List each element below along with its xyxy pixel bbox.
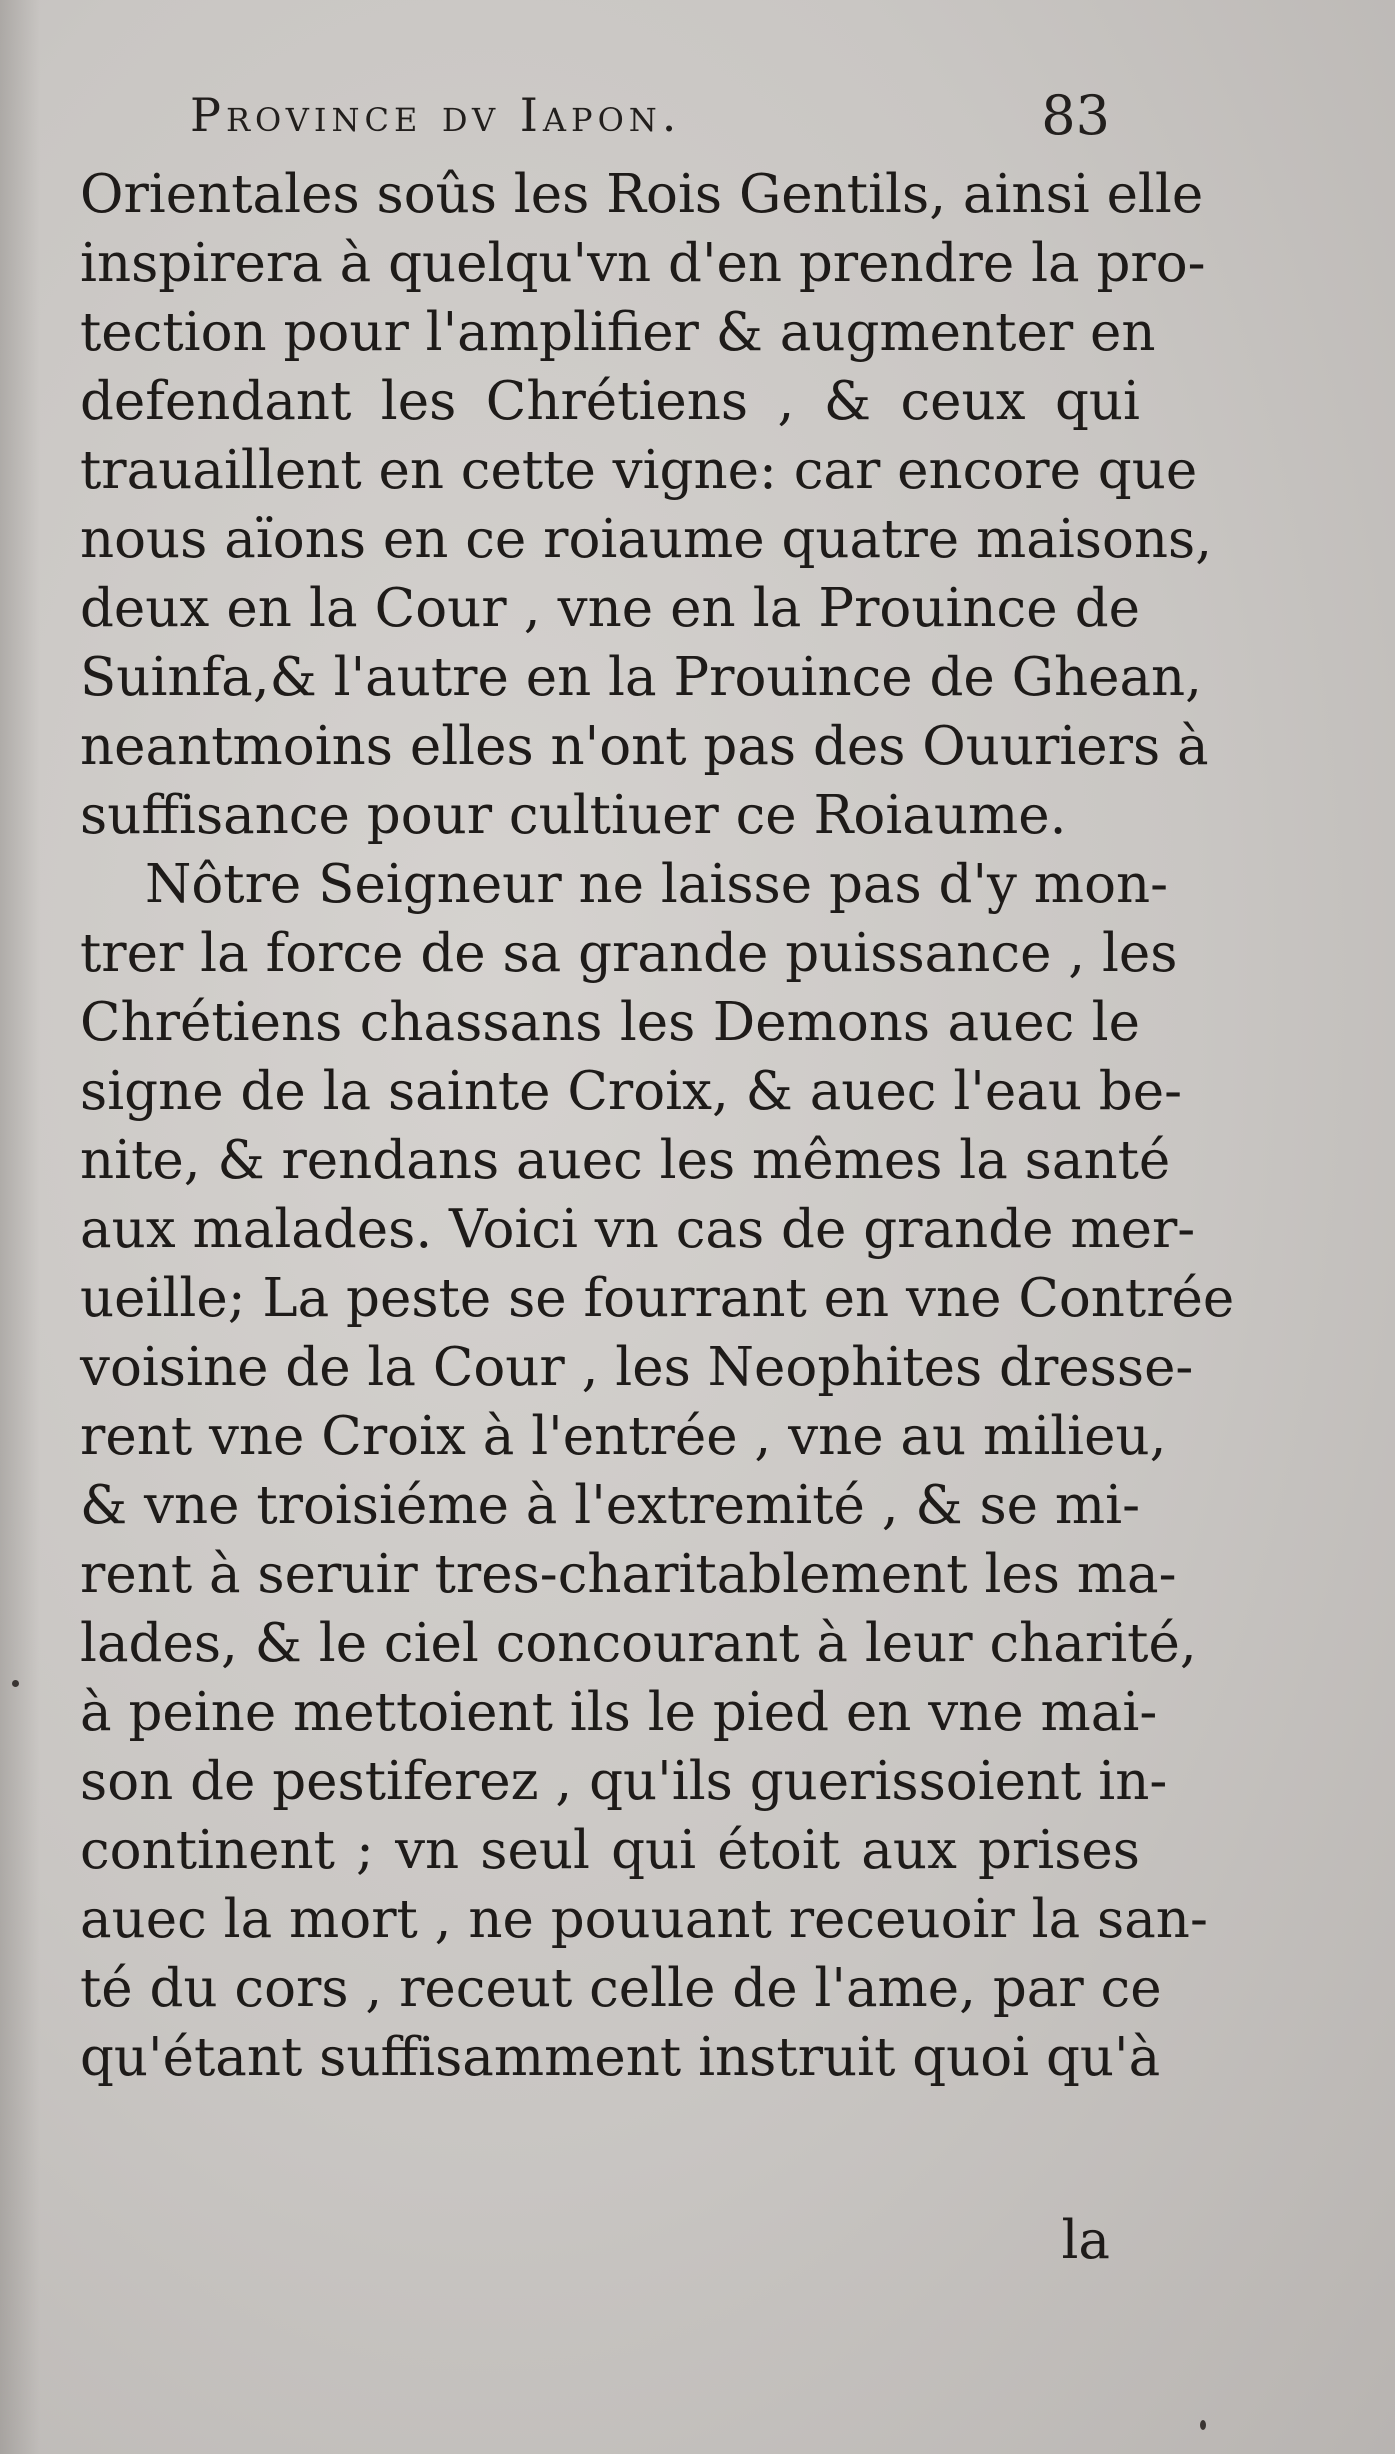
text-line: aux malades. Voici vn cas de grande mer- <box>80 1199 1196 1260</box>
text-line: tection pour l'amplifier & augmenter en <box>80 302 1156 363</box>
page-number: 83 <box>1041 84 1110 147</box>
text-line: trauaillent en cette vigne: car encore que <box>80 440 1198 501</box>
text-line: continent ; vn seul qui étoit aux prises <box>80 1820 1140 1881</box>
running-head <box>190 80 1150 160</box>
text-line: inspirera à quelqu'vn d'en prendre la pro- <box>80 233 1206 294</box>
text-line: suffisance pour cultiuer ce Roiaume. <box>80 785 1067 846</box>
text-line: lades, & le ciel concourant à leur charité, <box>80 1613 1197 1674</box>
text-line: nous aïons en ce roiaume quatre maisons, <box>80 509 1213 570</box>
text-line: Orientales soûs les Rois Gentils, ainsi elle <box>80 164 1204 225</box>
paper-speck <box>1200 2420 1206 2430</box>
spine-shadow <box>0 0 40 2454</box>
text-line: té du cors , receut celle de l'ame, par ce <box>80 1958 1162 2019</box>
paper-speck <box>12 1680 19 1687</box>
running-title: Province dv Iapon. <box>190 88 682 142</box>
text-line: deux en la Cour , vne en la Prouince de <box>80 578 1140 639</box>
text-line: defendant les Chrétiens , & ceux qui <box>80 371 1140 432</box>
text-line: & vne troisiéme à l'extremité , & se mi- <box>80 1475 1140 1536</box>
text-line: nite, & rendans auec les mêmes la santé <box>80 1130 1171 1191</box>
text-line: signe de la sainte Croix, & auec l'eau be- <box>80 1061 1183 1122</box>
text-line: trer la force de sa grande puissance , les <box>80 923 1178 984</box>
text-line: à peine mettoient ils le pied en vne mai- <box>80 1682 1158 1743</box>
text-line: voisine de la Cour , les Neophites dresse- <box>80 1337 1194 1398</box>
text-line: son de pestiferez , qu'ils guerissoient in- <box>80 1751 1168 1812</box>
text-line: Chrétiens chassans les Demons auec le <box>80 992 1140 1053</box>
text-line: auec la mort , ne pouuant receuoir la san- <box>80 1889 1208 1950</box>
text-line: ueille; La peste se fourrant en vne Contrée <box>80 1268 1235 1329</box>
text-line: Suinfa,& l'autre en la Prouince de Ghean, <box>80 647 1203 708</box>
text-line: neantmoins elles n'ont pas des Ouuriers à <box>80 716 1209 777</box>
text-line: rent vne Croix à l'entrée , vne au milieu, <box>80 1406 1167 1467</box>
catchword: la <box>1061 2210 1110 2271</box>
text-line: qu'étant suffisamment instruit quoi qu'à <box>80 2027 1161 2088</box>
body-text <box>80 160 1235 2092</box>
text-line: Nôtre Seigneur ne laisse pas d'y mon- <box>145 854 1169 915</box>
text-line: rent à seruir tres-charitablement les ma- <box>80 1544 1177 1605</box>
